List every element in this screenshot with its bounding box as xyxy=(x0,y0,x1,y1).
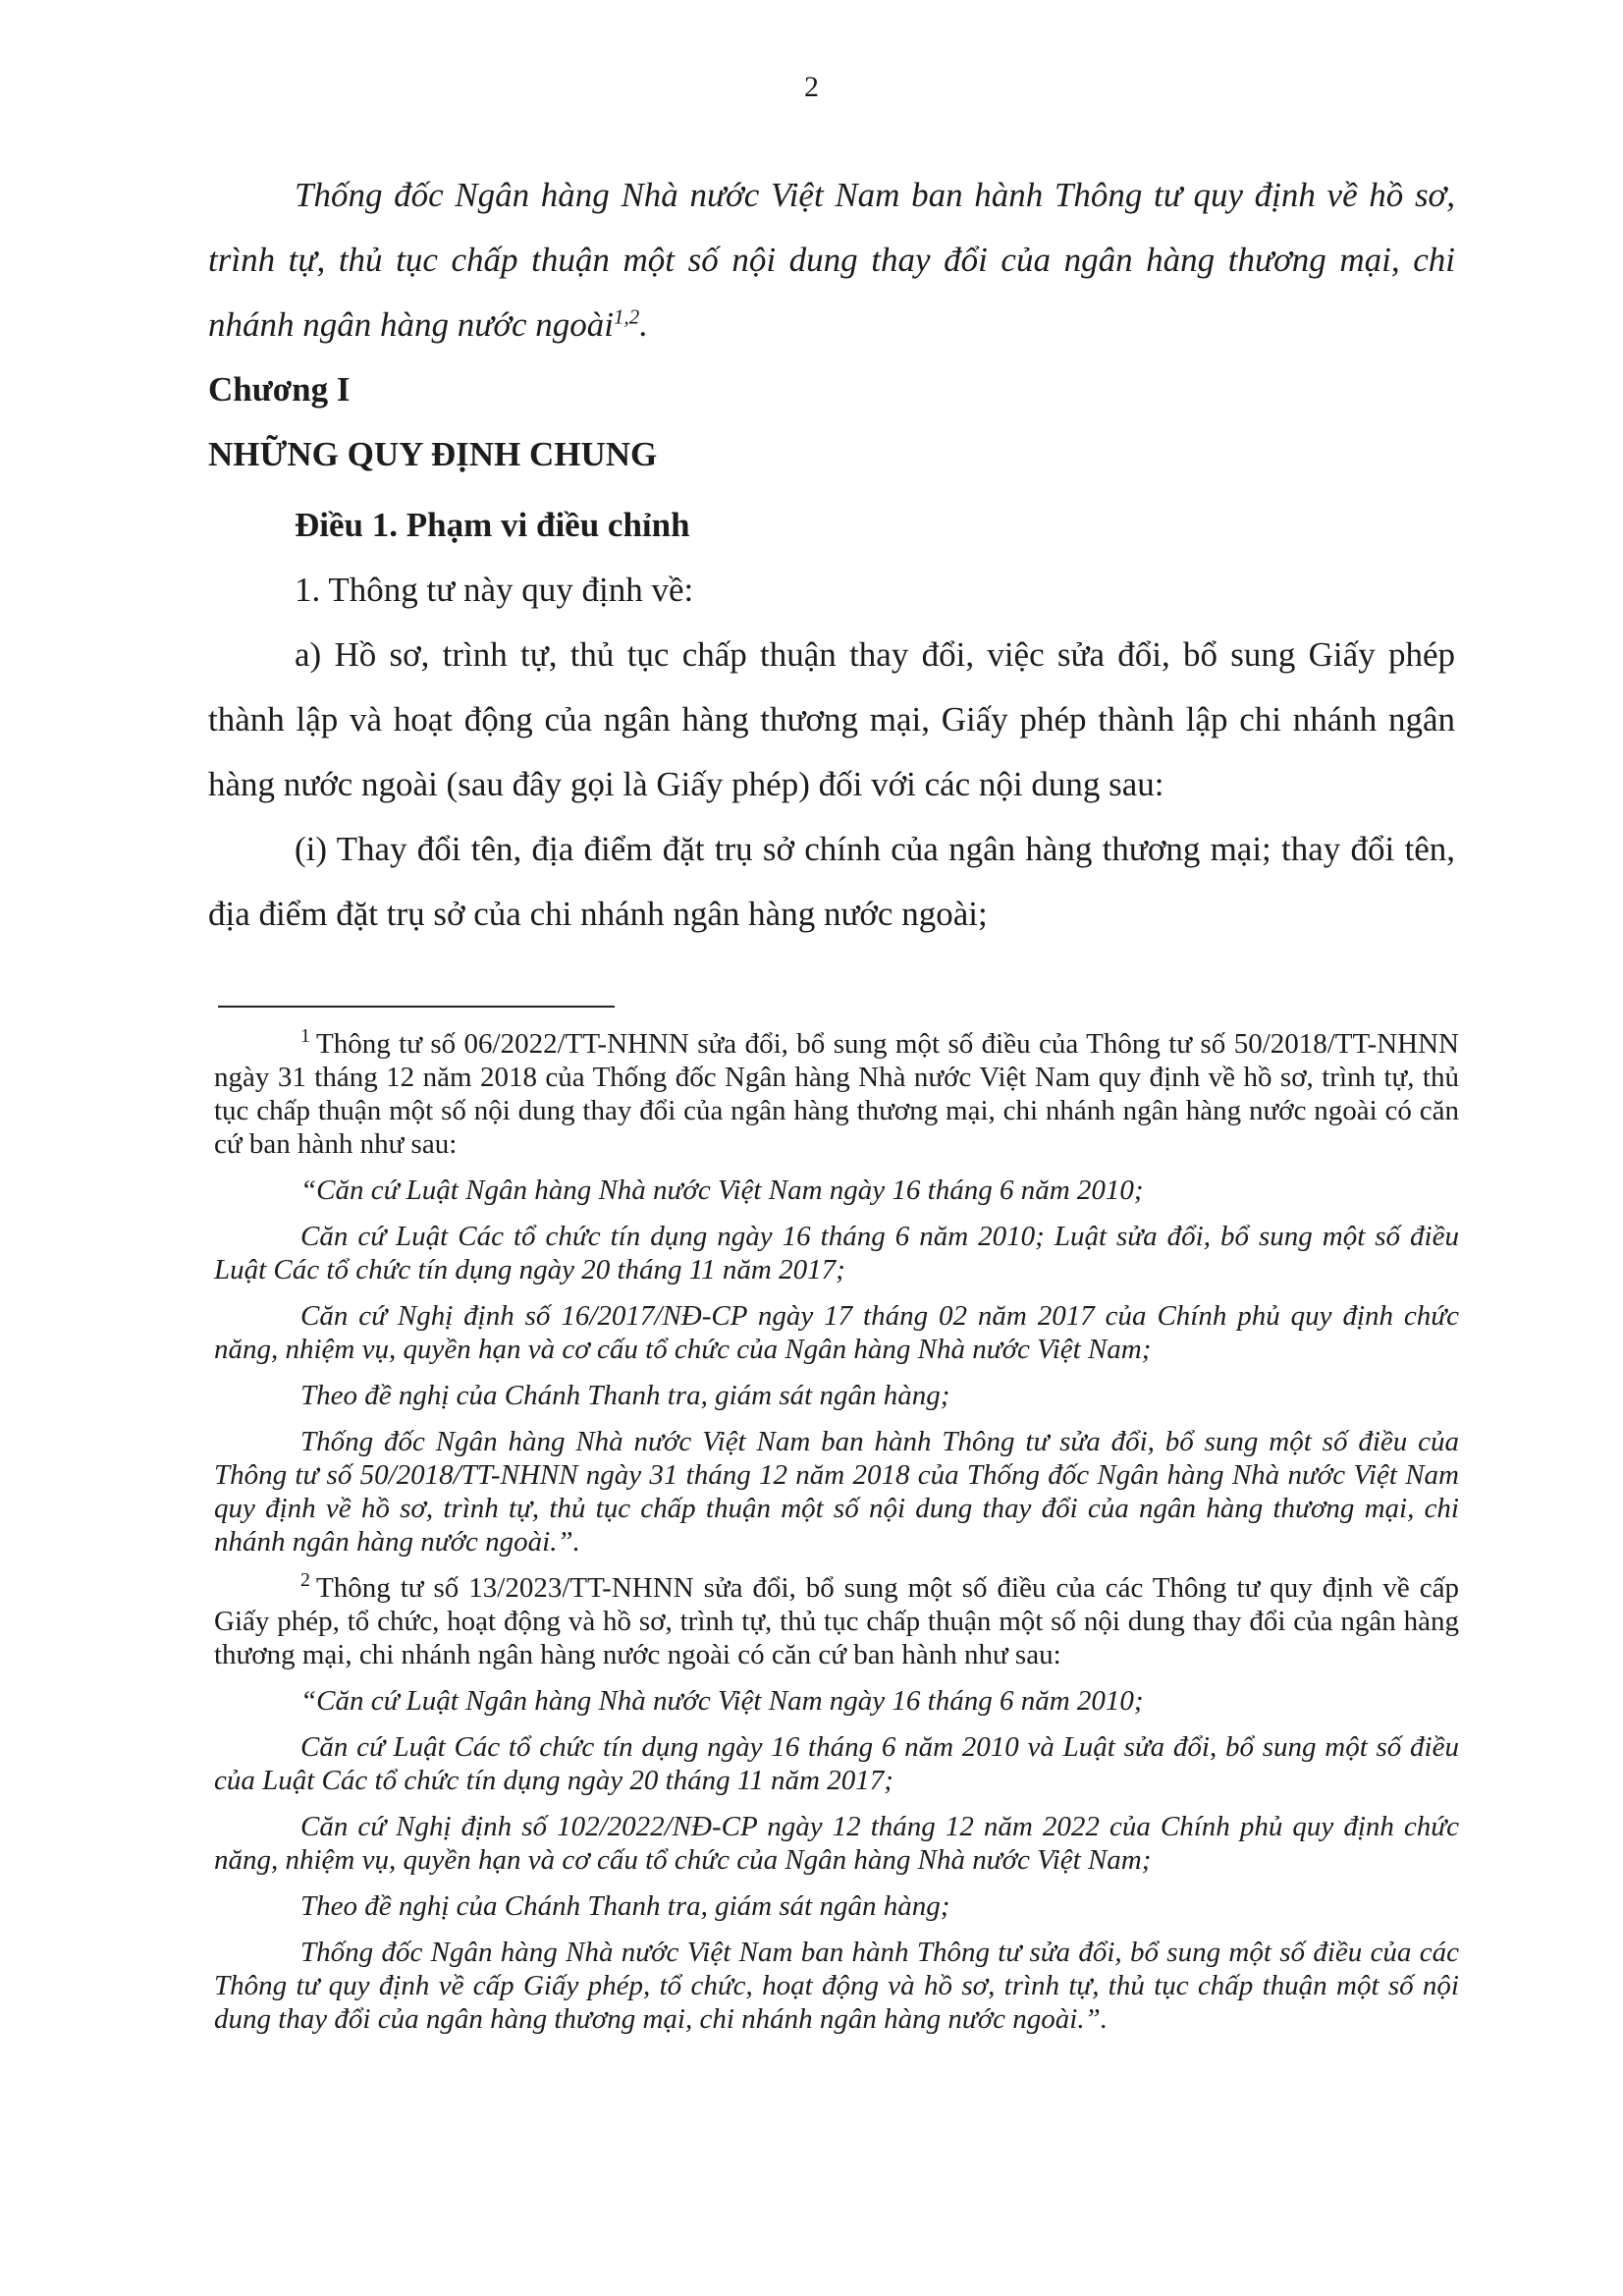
main-body xyxy=(208,163,1455,947)
footnotes-section xyxy=(214,1027,1459,2049)
footnote-1-basis-4: Theo đề nghị của Chánh Thanh tra, giám sát ngân hàng; xyxy=(300,1380,950,1411)
chapter-title: NHỮNG QUY ĐỊNH CHUNG xyxy=(208,435,658,473)
footnote-1-basis-2: Căn cứ Luật Các tổ chức tín dụng ngày 16 tháng 6 năm 2010; Luật sửa đổi, bổ sung một số điều Luật Các tổ chức tín dụng ngày 20 tháng 11 năm 2017; xyxy=(214,1221,1459,1285)
footnote-1-basis-5: Thống đốc Ngân hàng Nhà nước Việt Nam ban hành Thông tư sửa đổi, bổ sung một số điều của Thông tư số 50/2018/TT-NHNN ngày 31 tháng 12 năm 2018 của Thống đốc Ngân hàng Nhà nước Việt Nam quy định về hồ sơ, trình tự, thủ tục chấp thuận một số nội dung thay đổi của ngân hàng thương mại, chi nhánh ngân hàng nước ngoài.”. xyxy=(214,1426,1459,1558)
footnote-reference[interactable]: 1,2 xyxy=(614,304,640,329)
footnote-1-number: 1 xyxy=(300,1025,310,1048)
footnote-1-basis-1: “Căn cứ Luật Ngân hàng Nhà nước Việt Nam ngày 16 tháng 6 năm 2010; xyxy=(300,1175,1144,1206)
item-i: (i) Thay đổi tên, địa điểm đặt trụ sở chính của ngân hàng thương mại; thay đổi tên, địa điểm đặt trụ sở của chi nhánh ngân hàng nước ngoài; xyxy=(208,830,1455,933)
footnote-2-number: 2 xyxy=(300,1569,310,1592)
article-heading: Điều 1. Phạm vi điều chỉnh xyxy=(295,506,690,544)
footnote-2-basis-1: “Căn cứ Luật Ngân hàng Nhà nước Việt Nam ngày 16 tháng 6 năm 2010; xyxy=(300,1685,1144,1717)
preamble-end: . xyxy=(639,305,649,344)
chapter-label: Chương I xyxy=(208,370,351,409)
page-number: 2 xyxy=(804,71,819,103)
footnote-1 xyxy=(214,1027,1459,1161)
footnote-divider xyxy=(218,1006,615,1008)
point-a: a) Hồ sơ, trình tự, thủ tục chấp thuận thay đổi, việc sửa đổi, bổ sung Giấy phép thành lập và hoạt động của ngân hàng thương mại, Giấy phép thành lập chi nhánh ngân hàng nước ngoài (sau đây gọi là Giấy phép) đối với các nội dung sau: xyxy=(208,635,1455,803)
clause-1: 1. Thông tư này quy định về: xyxy=(295,571,694,609)
footnote-2-basis-4: Theo đề nghị của Chánh Thanh tra, giám sát ngân hàng; xyxy=(300,1890,950,1922)
footnote-2 xyxy=(214,1571,1459,1671)
footnote-1-text: Thông tư số 06/2022/TT-NHNN sửa đổi, bổ sung một số điều của Thông tư số 50/2018/TT-NHNN ngày 31 tháng 12 năm 2018 của Thống đốc Ngân hàng Nhà nước Việt Nam quy định về hồ sơ, trình tự, thủ tục chấp thuận một số nội dung thay đổi của ngân hàng thương mại, chi nhánh ngân hàng nước ngoài có căn cứ ban hành như sau: xyxy=(214,1028,1459,1160)
footnote-2-text: Thông tư số 13/2023/TT-NHNN sửa đổi, bổ sung một số điều của các Thông tư quy định về cấp Giấy phép, tổ chức, hoạt động và hồ sơ, trình tự, thủ tục chấp thuận một số nội dung thay đổi của ngân hàng thương mại, chi nhánh ngân hàng nước ngoài có căn cứ ban hành như sau: xyxy=(214,1572,1459,1670)
footnote-1-basis-3: Căn cứ Nghị định số 16/2017/NĐ-CP ngày 17 tháng 02 năm 2017 của Chính phủ quy định chức năng, nhiệm vụ, quyền hạn và cơ cấu tổ chức của Ngân hàng Nhà nước Việt Nam; xyxy=(214,1300,1459,1365)
preamble-text: Thống đốc Ngân hàng Nhà nước Việt Nam ban hành Thông tư quy định về hồ sơ, trình tự, thủ tục chấp thuận một số nội dung thay đổi của ngân hàng thương mại, chi nhánh ngân hàng nước ngoài xyxy=(208,176,1455,344)
footnote-2-basis-2: Căn cứ Luật Các tổ chức tín dụng ngày 16 tháng 6 năm 2010 và Luật sửa đổi, bổ sung một số điều của Luật Các tổ chức tín dụng ngày 20 tháng 11 năm 2017; xyxy=(214,1731,1459,1796)
preamble-paragraph xyxy=(208,163,1455,357)
footnote-2-basis-3: Căn cứ Nghị định số 102/2022/NĐ-CP ngày 12 tháng 12 năm 2022 của Chính phủ quy định chức năng, nhiệm vụ, quyền hạn và cơ cấu tổ chức của Ngân hàng Nhà nước Việt Nam; xyxy=(214,1811,1459,1876)
footnote-2-basis-5: Thống đốc Ngân hàng Nhà nước Việt Nam ban hành Thông tư sửa đổi, bổ sung một số điều của các Thông tư quy định về cấp Giấy phép, tổ chức, hoạt động và hồ sơ, trình tự, thủ tục chấp thuận một số nội dung thay đổi của ngân hàng thương mại, chi nhánh ngân hàng nước ngoài.”. xyxy=(214,1937,1459,2035)
